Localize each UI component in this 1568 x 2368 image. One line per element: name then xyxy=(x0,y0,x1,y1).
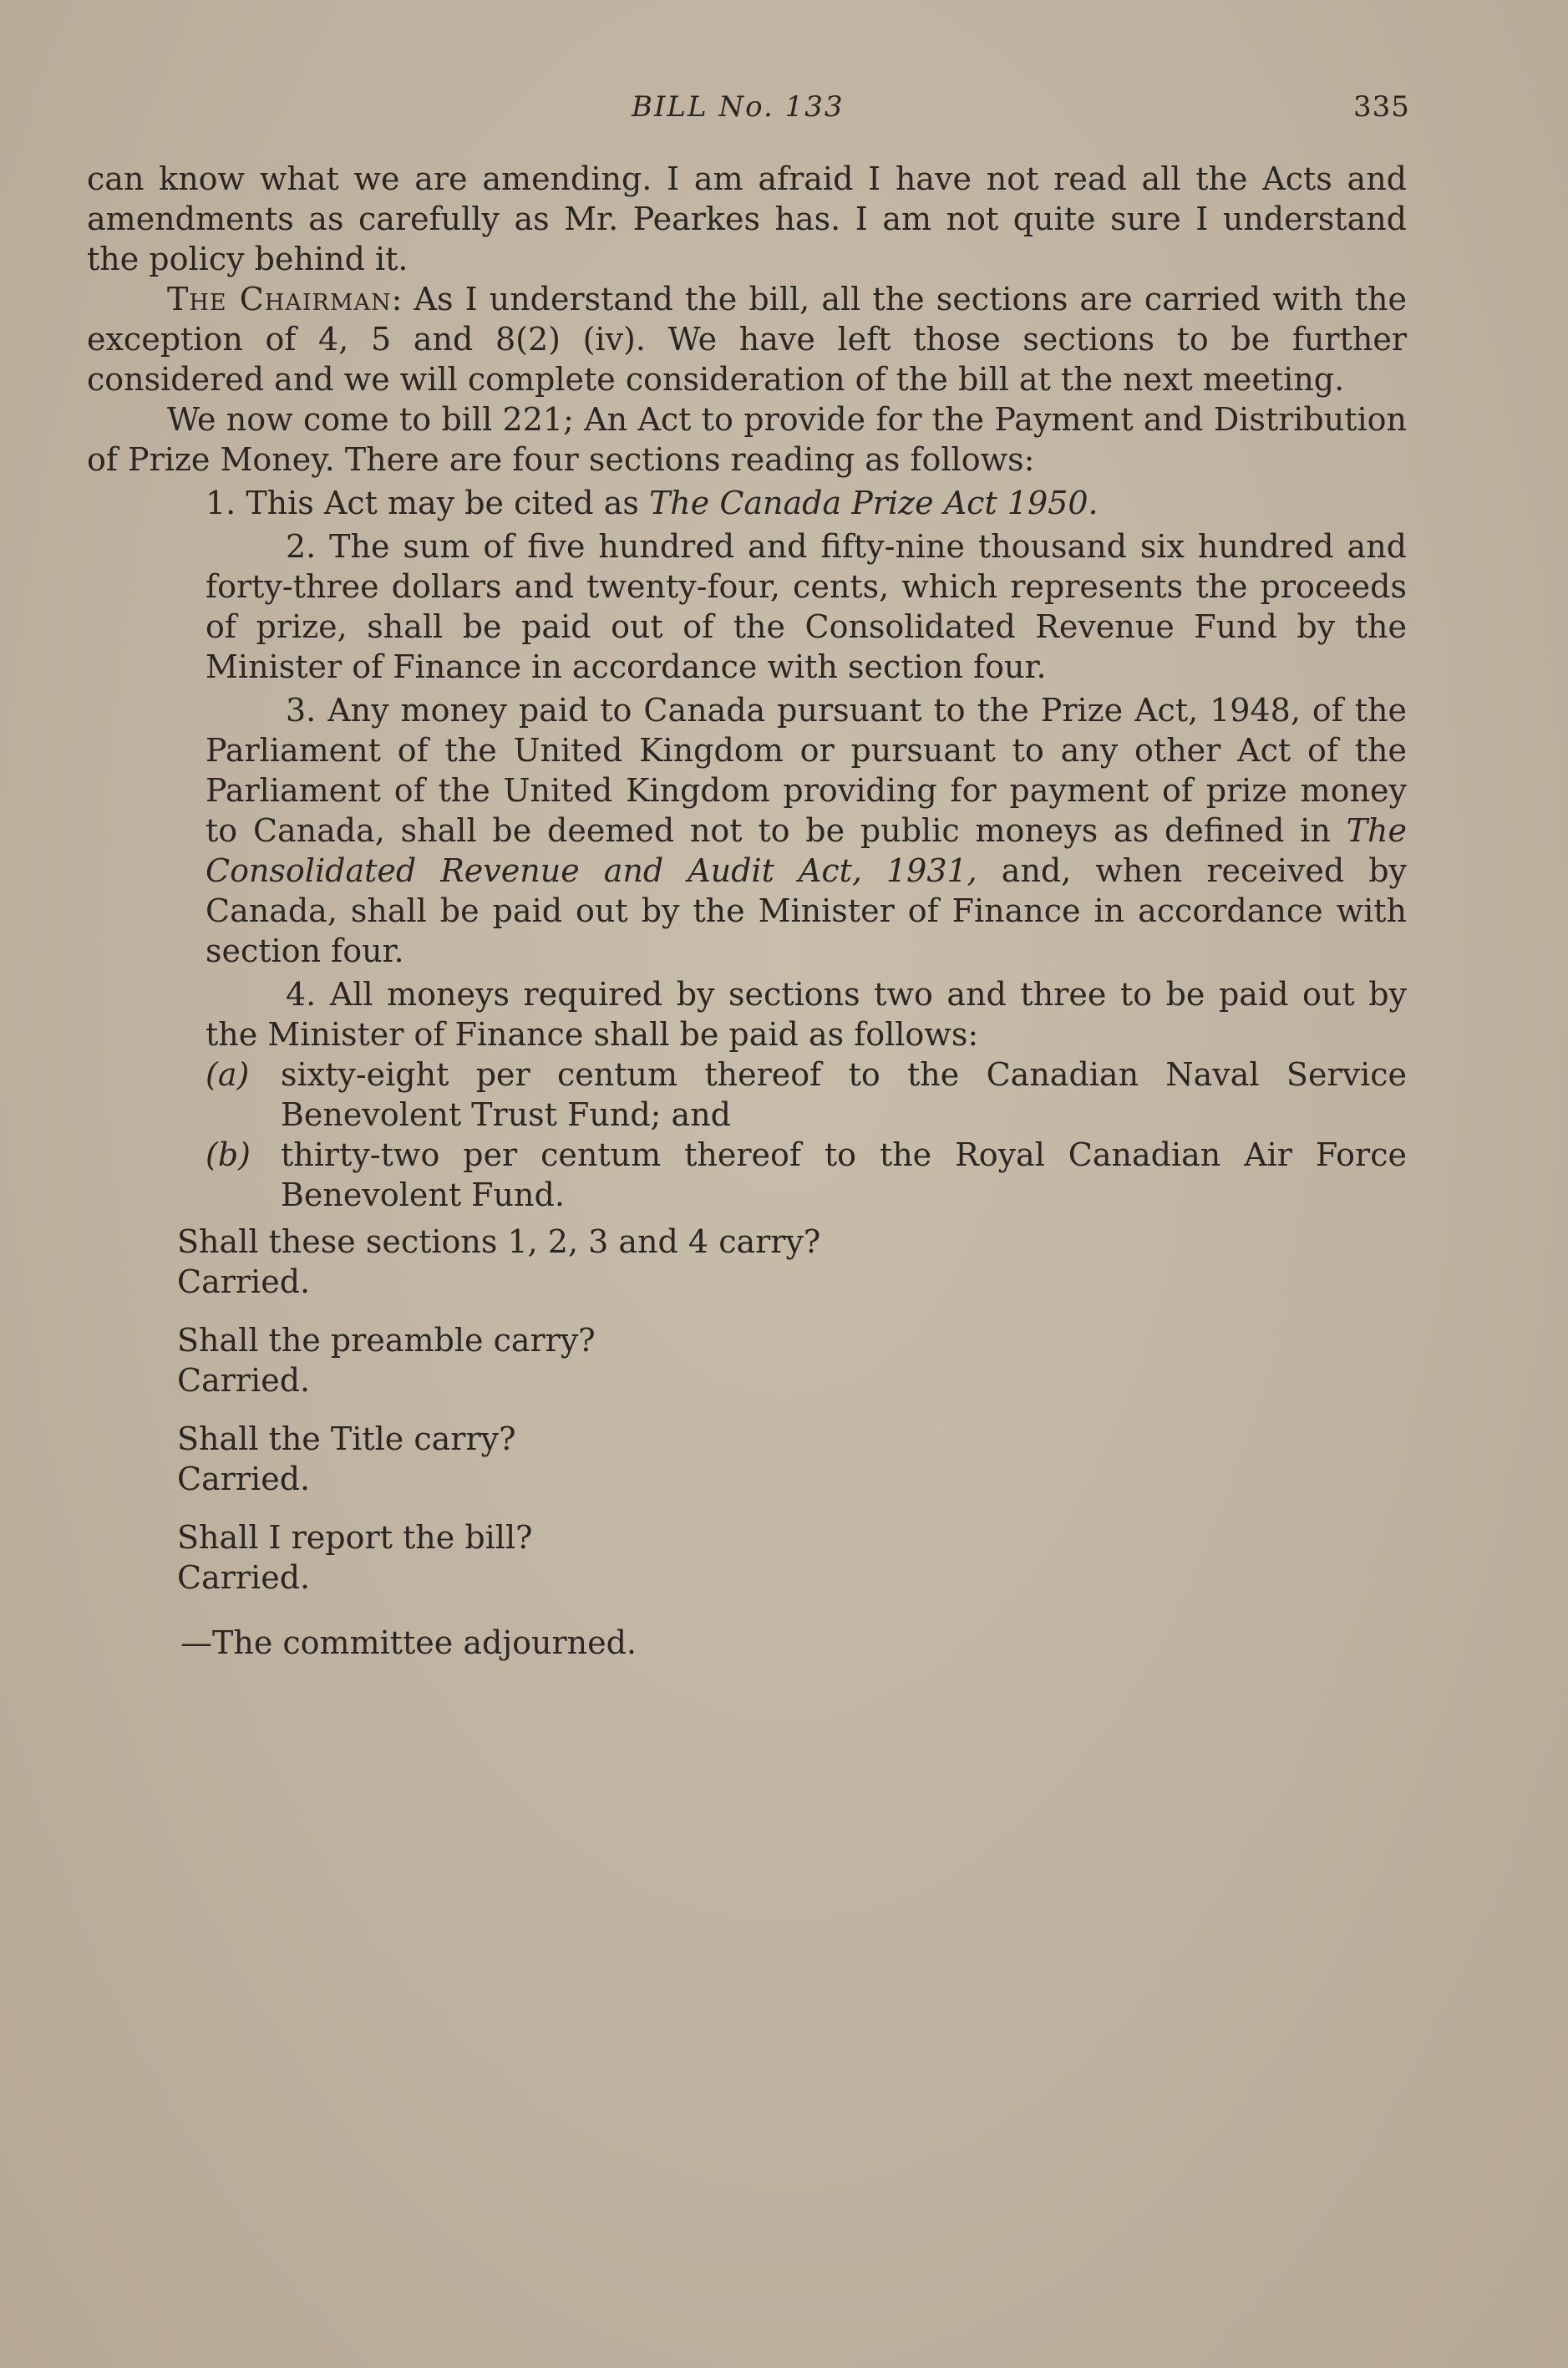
section-3-text-a: 3. Any money paid to Canada pursuant to the Prize Act, 1948, of the Parliament of the United Kingdom or pursuant to any other Act of the Parliament of the United Kingdom providing for payment of prize money to Canada, shall be deemed not to be public moneys as defined in xyxy=(206,692,1407,849)
answer: Carried. xyxy=(177,1461,311,1497)
item-b-marker xyxy=(206,1135,281,1215)
section-2: 2. The sum of five hundred and fifty-nine thousand six hundred and forty-three dollars and twenty-four, cents, which represents the proceeds of prize, shall be paid out of the Consolidated Revenue Fund by the Minister of Finance in accordance with section four. xyxy=(206,528,1407,685)
speaker-colon: : xyxy=(391,281,403,318)
paragraph-chairman xyxy=(87,279,1407,399)
section-3-text-b: and, when received by Canada, shall be paid out by the Minister of Finance in accordance with section four. xyxy=(206,852,1407,969)
speaker-name: The Chairman xyxy=(167,281,392,318)
answer: Carried. xyxy=(177,1559,311,1596)
paragraph-bill-221: We now come to bill 221; An Act to provide for the Payment and Distribution of Prize Money. There are four sections reading as follows: xyxy=(87,401,1407,478)
question: Shall the preamble carry? xyxy=(177,1322,596,1359)
running-title: BILL No. 133 xyxy=(632,90,845,124)
question: Shall I report the bill? xyxy=(177,1519,533,1556)
section-1-text: 1. This Act may be cited as xyxy=(206,485,649,521)
section-3 xyxy=(206,690,1407,971)
item-b-text: thirty-two per centum thereof to the Royal Canadian Air Force Benevolent Fund. xyxy=(281,1136,1407,1213)
question: Shall these sections 1, 2, 3 and 4 carry? xyxy=(177,1223,821,1260)
section-4: 4. All moneys required by sections two and three to be paid out by the Minister of Finance shall be paid as follows: xyxy=(206,976,1407,1053)
item-b-marker-text: (b) xyxy=(206,1136,251,1173)
section-4-item-a xyxy=(206,1054,1407,1135)
item-a-marker xyxy=(206,1054,281,1135)
section-3-act-title: The Consolidated Revenue and Audit Act, 1931, xyxy=(206,812,1407,889)
answer: Carried. xyxy=(177,1362,311,1399)
question: Shall the Title carry? xyxy=(177,1420,516,1457)
item-a-marker-text: (a) xyxy=(206,1056,250,1093)
answer: Carried. xyxy=(177,1263,311,1300)
page-body xyxy=(87,159,1407,1663)
question-list xyxy=(177,1222,1407,1598)
item-a-text: sixty-eight per centum thereof to the Canadian Naval Service Benevolent Trust Fund; and xyxy=(281,1056,1407,1133)
page-number: 335 xyxy=(1353,90,1410,124)
page-header xyxy=(0,90,1568,132)
closing-line: —The committee adjourned. xyxy=(180,1624,637,1661)
paragraph-continuation: can know what we are amending. I am afraid I have not read all the Acts and amendments as carefully as Mr. Pearkes has. I am not quite sure I understand the policy behind it. xyxy=(87,160,1407,277)
section-4-item-b xyxy=(206,1135,1407,1215)
section-1-act-title: The Canada Prize Act 1950. xyxy=(648,485,1099,521)
section-1 xyxy=(206,483,1407,523)
chairman-statement: As I understand the bill, all the sections are carried with the exception of 4, 5 and 8(2) (iv). We have left those sections to be further considered and we will complete consideration of the bill at the next meeting. xyxy=(87,281,1407,398)
